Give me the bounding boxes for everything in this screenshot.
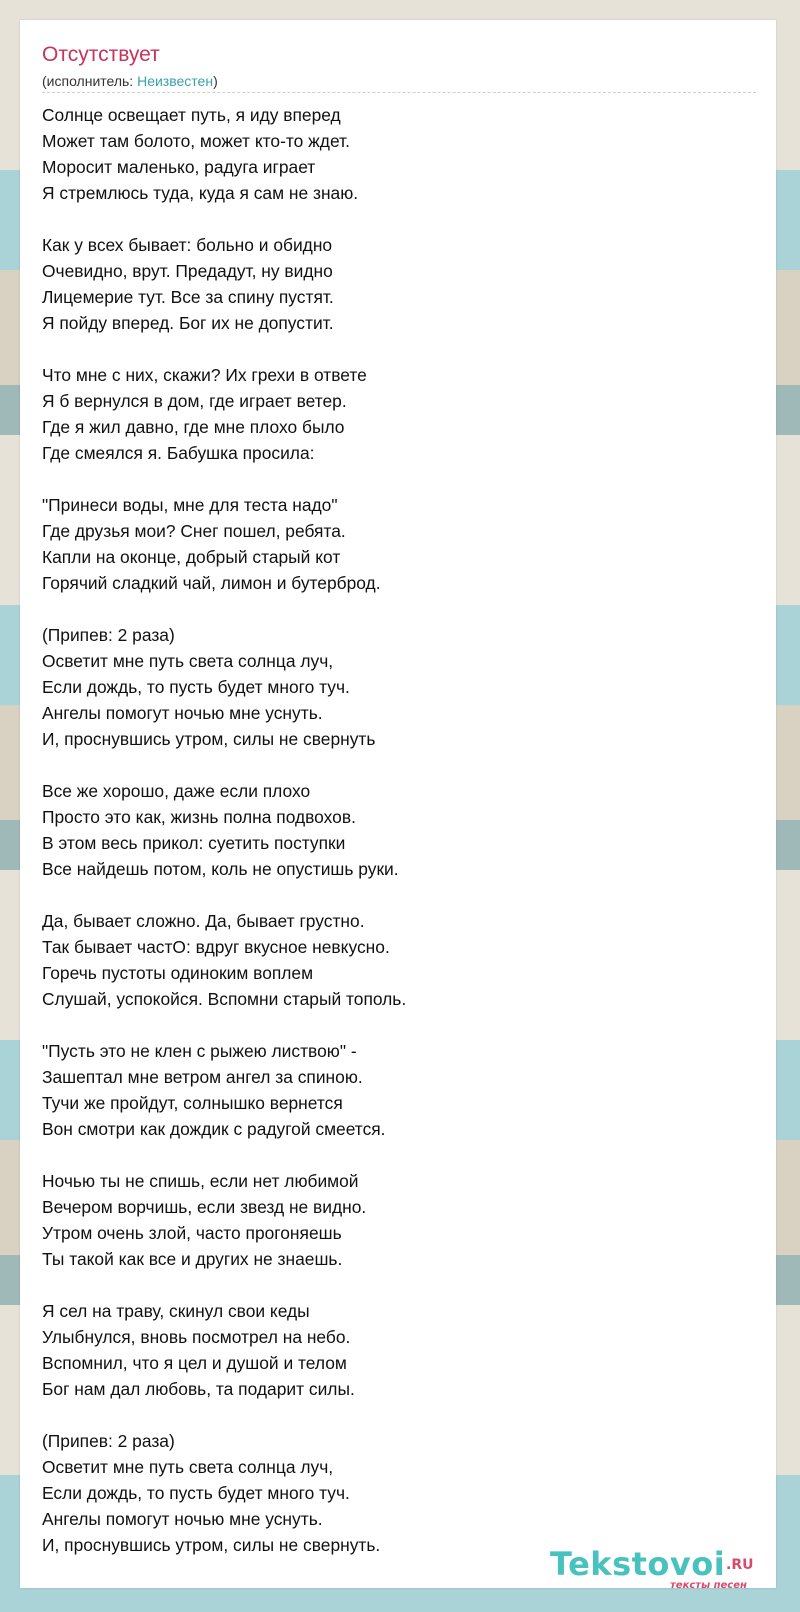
lyric-line: Я стремлюсь туда, куда я сам не знаю. (42, 183, 359, 203)
lyric-line: Горячий сладкий чай, лимон и бутерброд. (42, 573, 381, 593)
lyric-line: Осветит мне путь света солнца луч, (42, 651, 334, 671)
lyric-line: Ты такой как все и других не знаешь. (42, 1249, 343, 1269)
lyric-line: Если дождь, то пусть будет много туч. (42, 677, 350, 697)
lyric-line: Слушай, успокойся. Вспомни старый тополь. (42, 989, 407, 1009)
lyric-line: Все же хорошо, даже если плохо (42, 781, 311, 801)
lyrics-stanza (42, 778, 756, 882)
lyrics-stanza (42, 492, 756, 596)
lyric-line: "Принеси воды, мне для теста надо" (42, 495, 338, 515)
lyric-line: Я сел на траву, скинул свои кеды (42, 1301, 310, 1321)
lyric-line: Солнце освещает путь, я иду вперед (42, 105, 341, 125)
lyric-line: Я пойду вперед. Бог их не допустит. (42, 313, 334, 333)
lyric-line: Зашептал мне ветром ангел за спиною. (42, 1067, 363, 1087)
lyric-line: Как у всех бывает: больно и обидно (42, 235, 333, 255)
lyric-line: Ночью ты не спишь, если нет любимой (42, 1171, 359, 1191)
lyric-line: Осветит мне путь света солнца луч, (42, 1457, 334, 1477)
lyric-line: Утром очень злой, часто прогоняешь (42, 1223, 342, 1243)
lyric-line: Тучи же пройдут, солнышко вернется (42, 1093, 343, 1113)
lyric-line: Если дождь, то пусть будет много туч. (42, 1483, 350, 1503)
lyric-line: Капли на оконце, добрый старый кот (42, 547, 341, 567)
lyrics-stanza (42, 622, 756, 752)
lyric-line: Бог нам дал любовь, та подарит силы. (42, 1379, 355, 1399)
lyric-line: Моросит маленько, радуга играет (42, 157, 316, 177)
lyric-line: Да, бывает сложно. Да, бывает грустно. (42, 911, 365, 931)
site-logo[interactable] (550, 1546, 770, 1590)
lyrics-stanza (42, 1038, 756, 1142)
lyric-line: Вспомнил, что я цел и душой и телом (42, 1353, 347, 1373)
lyrics-card (20, 20, 776, 1591)
artist-prefix: (исполнитель: (42, 73, 138, 89)
lyric-line: Что мне с них, скажи? Их грехи в ответе (42, 365, 367, 385)
lyric-line: Очевидно, врут. Предадут, ну видно (42, 261, 333, 281)
lyric-line: Ангелы помогут ночью мне уснуть. (42, 1509, 323, 1529)
title-divider (42, 92, 756, 93)
logo-domain: .RU (726, 1557, 754, 1573)
song-title: Отсутствует (42, 43, 160, 66)
lyric-line: Просто это как, жизнь полна подвохов. (42, 807, 356, 827)
artist-suffix: ) (213, 73, 218, 89)
lyric-line: И, проснувшись утром, силы не свернуть (42, 729, 376, 749)
lyric-line: Все найдешь потом, коль не опустишь руки. (42, 859, 399, 879)
artist-line (42, 72, 218, 90)
lyric-line: (Припев: 2 раза) (42, 1431, 175, 1451)
lyric-line: Ангелы помогут ночью мне уснуть. (42, 703, 323, 723)
lyrics-stanza (42, 1298, 756, 1402)
lyric-line: Может там болото, может кто-то ждет. (42, 131, 350, 151)
lyrics-stanza (42, 1168, 756, 1272)
lyrics-stanza (42, 1428, 756, 1558)
lyric-line: И, проснувшись утром, силы не свернуть. (42, 1535, 381, 1555)
lyric-line: Горечь пустоты одиноким воплем (42, 963, 314, 983)
lyric-line: "Пусть это не клен с рыжею листвою" - (42, 1041, 357, 1061)
lyric-line: Где друзья мои? Снег пошел, ребята. (42, 521, 346, 541)
lyrics-stanza (42, 362, 756, 466)
lyric-line: Где я жил давно, где мне плохо было (42, 417, 345, 437)
logo-tagline: тексты песен (670, 1580, 747, 1591)
lyrics-text (42, 102, 756, 1558)
artist-link[interactable]: Неизвестен (137, 73, 214, 89)
lyric-line: Так бывает частО: вдруг вкусное невкусно. (42, 937, 390, 957)
lyric-line: (Припев: 2 раза) (42, 625, 175, 645)
lyric-line: В этом весь прикол: суетить поступки (42, 833, 346, 853)
logo-wordmark: Tekstovoi (550, 1545, 726, 1583)
lyric-line: Вечером ворчишь, если звезд не видно. (42, 1197, 367, 1217)
lyric-line: Где смеялся я. Бабушка просила: (42, 443, 315, 463)
lyrics-stanza (42, 232, 756, 336)
lyrics-stanza (42, 102, 756, 206)
lyric-line: Я б вернулся в дом, где играет ветер. (42, 391, 347, 411)
lyric-line: Улыбнулся, вновь посмотрел на небо. (42, 1327, 351, 1347)
lyrics-stanza (42, 908, 756, 1012)
lyric-line: Лицемерие тут. Все за спину пустят. (42, 287, 334, 307)
lyric-line: Вон смотри как дождик с радугой смеется. (42, 1119, 386, 1139)
